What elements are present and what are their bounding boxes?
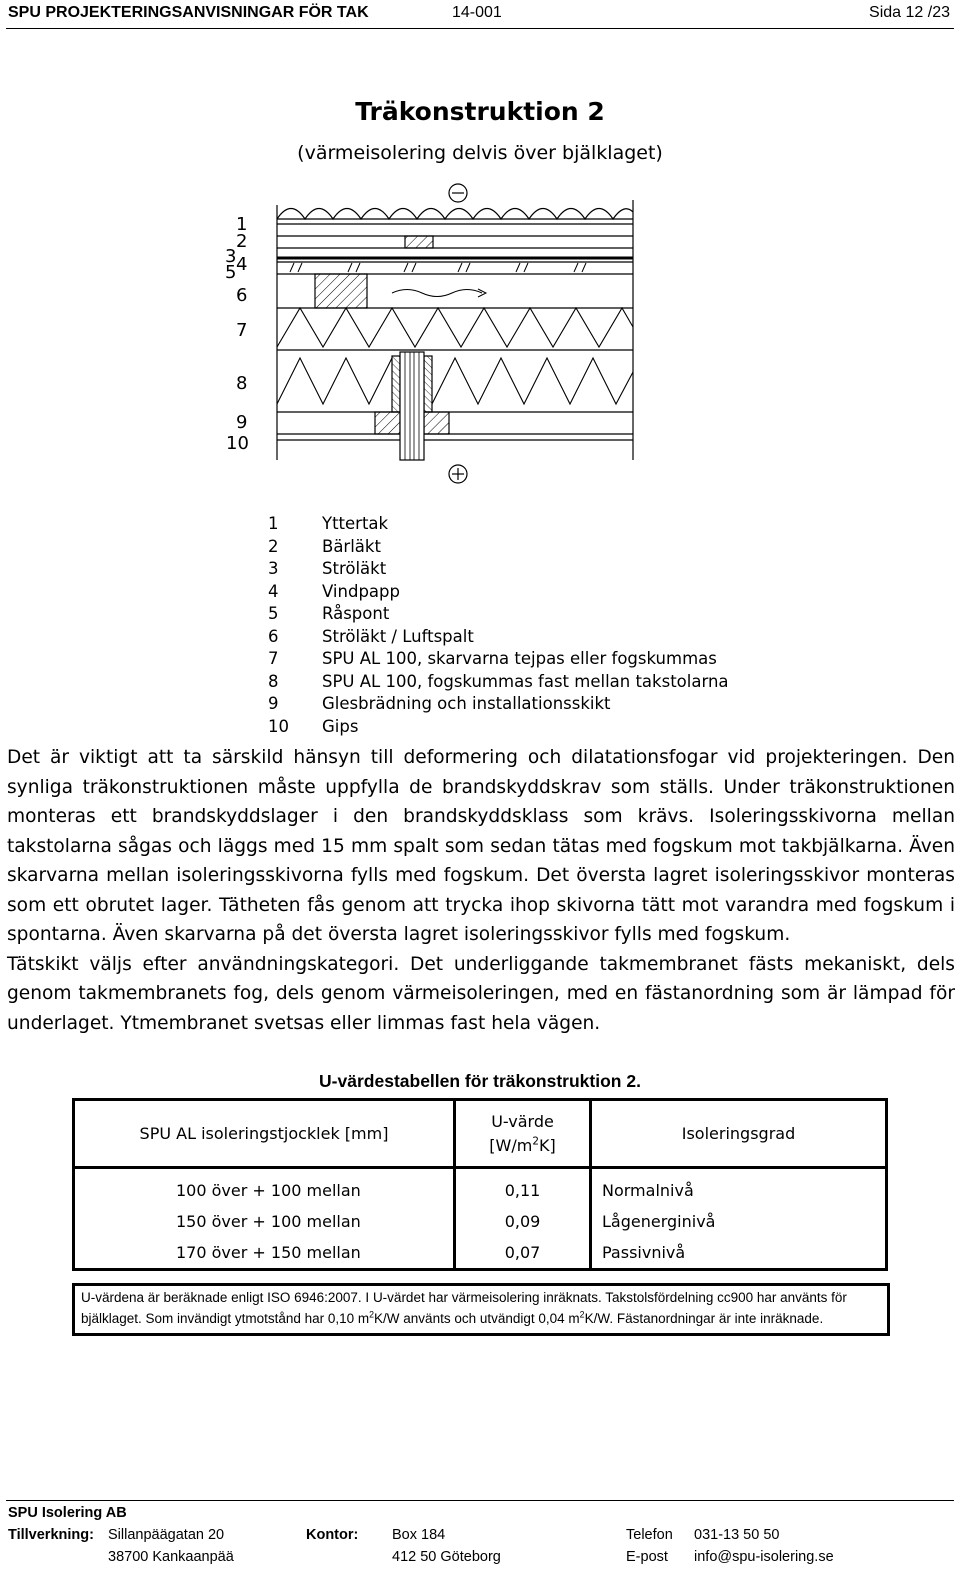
legend-item (268, 717, 729, 740)
note-text: K/W. Fästanordningar är inte inräknade. (584, 1311, 824, 1326)
exterior-minus-icon (449, 184, 467, 202)
furring-strip-left (375, 412, 400, 434)
legend-number: 10 (268, 716, 289, 736)
manufacturing-city: 38700 Kankaanpää (108, 1549, 234, 1565)
office-city: 412 50 Göteborg (392, 1549, 501, 1565)
u-value-header-line2 (456, 1134, 589, 1158)
airflow-arrow (392, 290, 482, 297)
upper-insulation-layer (277, 308, 633, 347)
legend-item (268, 694, 729, 717)
page-footer (6, 1500, 954, 1588)
calculation-note (72, 1283, 890, 1336)
legend-number: 4 (268, 581, 279, 601)
note-text: U-värdena är beräknade enligt ISO 6946:2007. I U-värdet har värmeisolering inräknats. Takstolsfördelning cc900 har använts för bjälklaget. Som invändigt ytmotstånd har 0,10 m (81, 1290, 847, 1326)
cell-u-value: 0,07 (455, 1237, 591, 1270)
unit-exponent: 2 (532, 1135, 539, 1148)
diagram-label: 9 (236, 412, 248, 433)
legend-text: Ströläkt / Luftspalt (322, 626, 474, 646)
cell-u-value: 0,09 (455, 1206, 591, 1237)
legend-item (268, 582, 729, 605)
legend-number: 2 (268, 536, 279, 556)
legend-item (268, 559, 729, 582)
cell-thickness: 100 över + 100 mellan (74, 1168, 455, 1207)
u-value-table (72, 1098, 888, 1271)
table-row (74, 1168, 887, 1207)
page-subtitle: (värmeisolering delvis över bjälklaget) (297, 142, 663, 164)
header-page-number: Sida 12 /23 (869, 4, 950, 21)
column-header-u-value (455, 1100, 591, 1168)
foam-joint-right (424, 356, 432, 412)
diagram-label: 7 (236, 320, 248, 341)
layer-legend (268, 514, 729, 739)
diagram-label: 8 (236, 373, 248, 394)
diagram-label: 5 (225, 262, 237, 283)
legend-text: Vindpapp (322, 581, 400, 601)
cell-grade: Normalnivå (602, 1181, 694, 1200)
outer-roof-layer (277, 209, 633, 220)
column-header-thickness: SPU AL isoleringstjocklek [mm] (74, 1100, 455, 1168)
manufacturing-address: Sillanpäägatan 20 (108, 1527, 225, 1543)
legend-text: Bärläkt (322, 536, 381, 556)
legend-text: Ströläkt (322, 559, 387, 578)
u-value-header-line1: U-värde (491, 1111, 554, 1131)
cell-thickness: 150 över + 100 mellan (74, 1206, 455, 1237)
roof-truss (400, 352, 424, 460)
legend-text: Yttertak (322, 514, 389, 533)
cell-grade: Passivnivå (602, 1243, 686, 1262)
legend-text: Gips (322, 716, 359, 736)
office-label: Kontor: (306, 1527, 359, 1543)
legend-number: 5 (268, 604, 279, 623)
cell-u-value: 0,11 (455, 1168, 591, 1207)
legend-item (268, 672, 729, 695)
legend-number: 7 (268, 649, 279, 668)
unit-prefix: [W/m (489, 1135, 533, 1155)
u-table-title: U-värdestabellen för träkonstruktion 2. (319, 1071, 641, 1091)
sheathing-nails (290, 263, 586, 272)
header-code: 14-001 (452, 4, 502, 21)
legend-number: 8 (268, 671, 279, 691)
body-paragraph: Tätskikt väljs efter användningskategori. Det underliggande takmembranet fästs mekaniskt, dels genom takmembranets fog, dels genom värmeisoleringen, med en fästanordning som är lämpad för underlaget. Ytmembranet svetsas eller limmas fast hela vägen. (7, 953, 955, 1034)
foam-joint-left (392, 356, 400, 412)
legend-text: SPU AL 100, fogskummas fast mellan takstolarna (322, 671, 729, 691)
header-title: SPU PROJEKTERINGSANVISNINGAR FÖR TAK (8, 4, 369, 21)
legend-number: 6 (268, 626, 279, 646)
note-exponent: 2 (369, 1309, 375, 1320)
diagram-label: 1 (236, 214, 248, 235)
cell-thickness: 170 över + 150 mellan (74, 1237, 455, 1270)
table-row (74, 1206, 887, 1237)
cell-grade: Lågenerginivå (602, 1212, 716, 1231)
diagram-label: 6 (236, 285, 248, 306)
legend-item (268, 537, 729, 560)
legend-item (268, 649, 729, 672)
email-address: info@spu-isolering.se (694, 1549, 834, 1565)
table-header-row (74, 1100, 887, 1168)
note-text: K/W använts och utvändigt 0,04 m (374, 1311, 580, 1326)
counter-batten (405, 236, 433, 248)
phone-number: 031-13 50 50 (694, 1527, 780, 1543)
air-gap-batten (315, 274, 367, 308)
diagram-label: 10 (226, 433, 249, 454)
phone-label: Telefon (626, 1527, 673, 1543)
furring-strip-right (424, 412, 449, 434)
table-row (74, 1237, 887, 1270)
office-address: Box 184 (392, 1527, 446, 1543)
roof-construction-diagram (0, 0, 960, 500)
page-title: Träkonstruktion 2 (355, 97, 605, 126)
legend-number: 3 (268, 559, 279, 578)
note-exponent: 2 (579, 1309, 585, 1320)
body-paragraph: Det är viktigt att ta särskild hänsyn till deformering och dilatationsfogar vid projekteringen. Den synliga träkonstruktionen måste uppfylla de brandskyddskrav som ställs. Under träkonstruktionen monteras ett brandskyddslager i den brandskyddsklass som krävs. Isoleringsskivorna mellan takstolarna sågas och läggs med 15 mm spalt som sedan tätas med fogskum mot takbjälkarna. Även skarvarna mellan isoleringsskivorna fylls med fogskum. Det översta lagret isoleringsskivor monteras som ett obrutet lager. Tätheten fås genom att trycka ihop skivorna tätt mot varandra med fogskum i spontarna. Även skarvarna på det översta lagret isoleringsskivor fylls med fogskum. (7, 747, 955, 945)
company-name: SPU Isolering AB (8, 1505, 127, 1521)
column-header-grade: Isoleringsgrad (591, 1100, 887, 1168)
manufacturing-label: Tillverkning: (8, 1527, 94, 1543)
legend-text: SPU AL 100, skarvarna tejpas eller fogskummas (322, 649, 717, 668)
body-text (7, 743, 955, 1038)
interior-plus-icon (449, 465, 467, 483)
lower-insulation-right (432, 358, 633, 404)
diagram-label: 3 (225, 246, 237, 267)
legend-item (268, 604, 729, 627)
lower-insulation-left (277, 358, 392, 404)
email-label: E-post (626, 1549, 668, 1565)
legend-number: 9 (268, 694, 279, 713)
legend-number: 1 (268, 514, 279, 533)
unit-suffix: K] (538, 1135, 556, 1155)
legend-text: Glesbrädning och installationsskikt (322, 694, 611, 713)
legend-item (268, 514, 729, 537)
legend-item (268, 627, 729, 650)
diagram-label: 2 (236, 231, 248, 252)
diagram-label: 4 (236, 254, 248, 275)
legend-text: Råspont (322, 604, 390, 623)
